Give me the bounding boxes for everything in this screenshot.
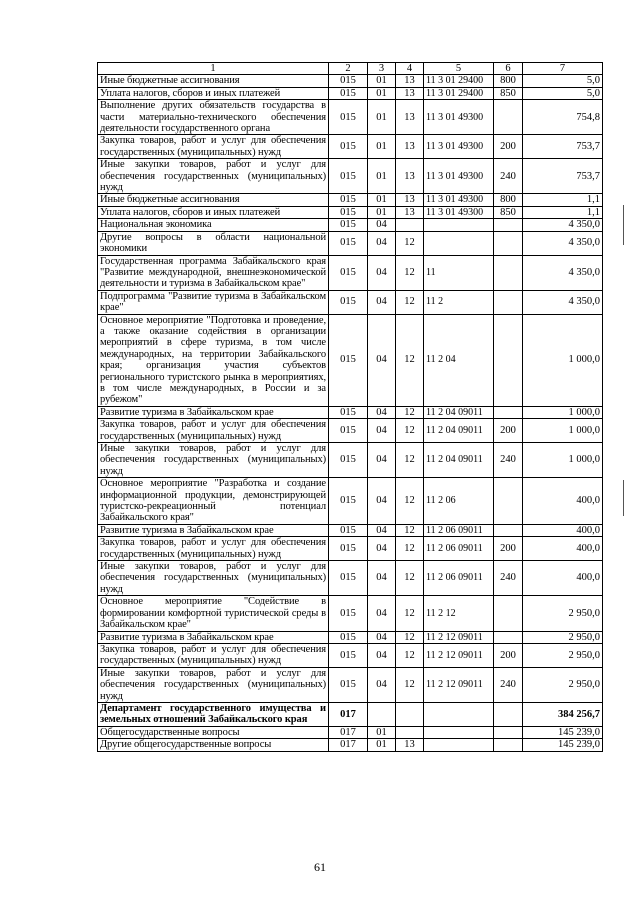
ministry-code-cell: 015: [329, 135, 368, 159]
subsection-cell: [396, 219, 424, 231]
subsection-cell: [396, 726, 424, 738]
ministry-code-cell: 015: [329, 290, 368, 314]
ministry-code-cell: 015: [329, 100, 368, 135]
table-row: [98, 419, 603, 443]
subsection-cell: 13: [396, 206, 424, 218]
subsection-cell: 13: [396, 75, 424, 87]
ministry-code-cell: 015: [329, 524, 368, 536]
expense-type-cell: [494, 596, 523, 631]
amount-cell: 1,1: [523, 206, 603, 218]
section-cell: 01: [368, 739, 396, 751]
ministry-code-cell: 015: [329, 643, 368, 667]
table-body: [98, 63, 603, 752]
table-row: [98, 75, 603, 87]
section-cell: 01: [368, 135, 396, 159]
expense-type-cell: [494, 524, 523, 536]
ministry-code-cell: 015: [329, 231, 368, 255]
table-row: [98, 524, 603, 536]
ministry-code-cell: 015: [329, 443, 368, 478]
row-name-cell: Иные закупки товаров, работ и услуг для обеспечения государственных (муниципальных) нужд: [98, 159, 329, 194]
table-row: [98, 561, 603, 596]
table-row: [98, 219, 603, 231]
row-name-cell: Иные закупки товаров, работ и услуг для обеспечения государственных (муниципальных) нужд: [98, 443, 329, 478]
table-row: [98, 255, 603, 290]
scan-edge-mark: [623, 480, 624, 516]
section-cell: 04: [368, 443, 396, 478]
amount-cell: 1 000,0: [523, 443, 603, 478]
table-row: [98, 739, 603, 751]
target-article-cell: [424, 231, 494, 255]
target-article-cell: 11 3 01 49300: [424, 206, 494, 218]
expense-type-cell: [494, 231, 523, 255]
target-article-cell: 11 3 01 29400: [424, 87, 494, 99]
section-cell: 04: [368, 631, 396, 643]
section-cell: 04: [368, 524, 396, 536]
target-article-cell: 11 2 04: [424, 314, 494, 406]
target-article-cell: 11 3 01 29400: [424, 75, 494, 87]
amount-cell: 2 950,0: [523, 667, 603, 702]
subsection-cell: 12: [396, 443, 424, 478]
section-cell: 04: [368, 314, 396, 406]
row-name-cell: Развитие туризма в Забайкальском крае: [98, 631, 329, 643]
table-row: [98, 206, 603, 218]
expense-type-cell: 240: [494, 561, 523, 596]
row-name-cell: Другие вопросы в области национальной экономики: [98, 231, 329, 255]
row-name-cell: Иные бюджетные ассигнования: [98, 194, 329, 206]
row-name-cell: Выполнение других обязательств государства в части материально-технического обеспечения деятельности государственного органа: [98, 100, 329, 135]
target-article-cell: 11 3 01 49300: [424, 100, 494, 135]
section-cell: 04: [368, 255, 396, 290]
target-article-cell: 11 2 12 09011: [424, 643, 494, 667]
section-cell: 04: [368, 667, 396, 702]
amount-cell: 2 950,0: [523, 596, 603, 631]
target-article-cell: 11 3 01 49300: [424, 135, 494, 159]
section-cell: 04: [368, 478, 396, 525]
header-cell: 4: [396, 63, 424, 75]
section-cell: 01: [368, 100, 396, 135]
target-article-cell: [424, 219, 494, 231]
target-article-cell: 11 3 01 49300: [424, 159, 494, 194]
header-cell: 6: [494, 63, 523, 75]
subsection-cell: 13: [396, 135, 424, 159]
amount-cell: 400,0: [523, 524, 603, 536]
subsection-cell: 13: [396, 194, 424, 206]
page-number: 61: [314, 860, 326, 874]
ministry-code-cell: 015: [329, 206, 368, 218]
amount-cell: 5,0: [523, 87, 603, 99]
row-name-cell: Закупка товаров, работ и услуг для обеспечения государственных (муниципальных) нужд: [98, 419, 329, 443]
target-article-cell: 11 2 04 09011: [424, 419, 494, 443]
table-row: [98, 726, 603, 738]
subsection-cell: 12: [396, 596, 424, 631]
ministry-code-cell: 015: [329, 419, 368, 443]
table-row: [98, 702, 603, 726]
ministry-code-cell: 015: [329, 667, 368, 702]
amount-cell: 5,0: [523, 75, 603, 87]
row-name-cell: Уплата налогов, сборов и иных платежей: [98, 87, 329, 99]
ministry-code-cell: 017: [329, 739, 368, 751]
subsection-cell: 12: [396, 255, 424, 290]
expense-type-cell: 200: [494, 537, 523, 561]
subsection-cell: 13: [396, 87, 424, 99]
table-row: [98, 667, 603, 702]
section-cell: 01: [368, 206, 396, 218]
section-cell: 01: [368, 726, 396, 738]
subsection-cell: [396, 702, 424, 726]
ministry-code-cell: 015: [329, 255, 368, 290]
ministry-code-cell: 015: [329, 194, 368, 206]
amount-cell: 400,0: [523, 561, 603, 596]
amount-cell: 1,1: [523, 194, 603, 206]
table-row: [98, 478, 603, 525]
ministry-code-cell: 015: [329, 314, 368, 406]
expense-type-cell: 850: [494, 87, 523, 99]
ministry-code-cell: 015: [329, 596, 368, 631]
table-row: [98, 159, 603, 194]
scan-edge-mark: [623, 205, 624, 245]
table-row: [98, 631, 603, 643]
section-cell: 01: [368, 194, 396, 206]
row-name-cell: Национальная экономика: [98, 219, 329, 231]
target-article-cell: 11 2 04 09011: [424, 443, 494, 478]
amount-cell: 1 000,0: [523, 419, 603, 443]
amount-cell: 2 950,0: [523, 643, 603, 667]
table-row: [98, 194, 603, 206]
subsection-cell: 12: [396, 643, 424, 667]
row-name-cell: Департамент государственного имущества и земельных отношений Забайкальского края: [98, 702, 329, 726]
expense-type-cell: 850: [494, 206, 523, 218]
expense-type-cell: 240: [494, 667, 523, 702]
subsection-cell: 12: [396, 631, 424, 643]
target-article-cell: [424, 726, 494, 738]
amount-cell: 1 000,0: [523, 406, 603, 418]
ministry-code-cell: 015: [329, 406, 368, 418]
section-cell: 04: [368, 231, 396, 255]
target-article-cell: [424, 739, 494, 751]
row-name-cell: Государственная программа Забайкальского края "Развитие международной, внешнеэкономической деятельности и туризма в Забайкальском крае": [98, 255, 329, 290]
expense-type-cell: [494, 406, 523, 418]
amount-cell: 4 350,0: [523, 255, 603, 290]
amount-cell: 753,7: [523, 135, 603, 159]
target-article-cell: 11 2 06 09011: [424, 537, 494, 561]
table-row: [98, 290, 603, 314]
section-cell: 01: [368, 87, 396, 99]
expense-type-cell: [494, 739, 523, 751]
ministry-code-cell: 015: [329, 561, 368, 596]
amount-cell: 400,0: [523, 478, 603, 525]
section-cell: 04: [368, 419, 396, 443]
section-cell: 01: [368, 159, 396, 194]
target-article-cell: 11 2 06: [424, 478, 494, 525]
row-name-cell: Другие общегосударственные вопросы: [98, 739, 329, 751]
subsection-cell: 12: [396, 290, 424, 314]
ministry-code-cell: 015: [329, 87, 368, 99]
table-row: [98, 443, 603, 478]
section-cell: 04: [368, 537, 396, 561]
subsection-cell: 12: [396, 406, 424, 418]
amount-cell: 4 350,0: [523, 290, 603, 314]
subsection-cell: 12: [396, 524, 424, 536]
target-article-cell: 11 2 04 09011: [424, 406, 494, 418]
target-article-cell: 11 2 06 09011: [424, 524, 494, 536]
ministry-code-cell: 017: [329, 702, 368, 726]
table-row: [98, 314, 603, 406]
row-name-cell: Закупка товаров, работ и услуг для обеспечения государственных (муниципальных) нужд: [98, 537, 329, 561]
target-article-cell: [424, 702, 494, 726]
subsection-cell: 13: [396, 100, 424, 135]
subsection-cell: 13: [396, 739, 424, 751]
header-cell: 5: [424, 63, 494, 75]
expense-type-cell: [494, 631, 523, 643]
subsection-cell: 12: [396, 231, 424, 255]
expense-type-cell: 240: [494, 159, 523, 194]
amount-cell: 145 239,0: [523, 739, 603, 751]
expense-type-cell: 200: [494, 643, 523, 667]
expense-type-cell: 240: [494, 443, 523, 478]
table-row: [98, 406, 603, 418]
ministry-code-cell: 015: [329, 478, 368, 525]
target-article-cell: 11 2 12 09011: [424, 631, 494, 643]
row-name-cell: Общегосударственные вопросы: [98, 726, 329, 738]
target-article-cell: 11 2 12: [424, 596, 494, 631]
ministry-code-cell: 015: [329, 75, 368, 87]
section-cell: 04: [368, 406, 396, 418]
expense-type-cell: 200: [494, 419, 523, 443]
subsection-cell: 12: [396, 561, 424, 596]
table-row: [98, 135, 603, 159]
ministry-code-cell: 015: [329, 219, 368, 231]
row-name-cell: Закупка товаров, работ и услуг для обеспечения государственных (муниципальных) нужд: [98, 643, 329, 667]
ministry-code-cell: 015: [329, 631, 368, 643]
row-name-cell: Подпрограмма "Развитие туризма в Забайкальском крае": [98, 290, 329, 314]
subsection-cell: 12: [396, 314, 424, 406]
table-row: [98, 100, 603, 135]
amount-cell: 400,0: [523, 537, 603, 561]
ministry-code-cell: 015: [329, 159, 368, 194]
expense-type-cell: [494, 726, 523, 738]
amount-cell: 4 350,0: [523, 219, 603, 231]
header-cell: 3: [368, 63, 396, 75]
table-row: [98, 643, 603, 667]
table-row: [98, 596, 603, 631]
subsection-cell: 12: [396, 419, 424, 443]
ministry-code-cell: 017: [329, 726, 368, 738]
amount-cell: 145 239,0: [523, 726, 603, 738]
table-row: [98, 231, 603, 255]
amount-cell: 384 256,7: [523, 702, 603, 726]
expense-type-cell: 200: [494, 135, 523, 159]
budget-table: [97, 62, 603, 752]
row-name-cell: Основное мероприятие "Разработка и создание информационной продукции, демонстрирующей туристско-рекреационный потенциал Забайкальского края": [98, 478, 329, 525]
expense-type-cell: [494, 314, 523, 406]
amount-cell: 1 000,0: [523, 314, 603, 406]
expense-type-cell: [494, 478, 523, 525]
expense-type-cell: [494, 290, 523, 314]
section-cell: 04: [368, 290, 396, 314]
row-name-cell: Уплата налогов, сборов и иных платежей: [98, 206, 329, 218]
target-article-cell: 11 2: [424, 290, 494, 314]
section-cell: 01: [368, 75, 396, 87]
expense-type-cell: [494, 219, 523, 231]
section-cell: [368, 702, 396, 726]
row-name-cell: Развитие туризма в Забайкальском крае: [98, 406, 329, 418]
table-row: [98, 87, 603, 99]
row-name-cell: Иные закупки товаров, работ и услуг для обеспечения государственных (муниципальных) нужд: [98, 667, 329, 702]
subsection-cell: 12: [396, 478, 424, 525]
header-cell: 2: [329, 63, 368, 75]
expense-type-cell: [494, 255, 523, 290]
section-cell: 04: [368, 561, 396, 596]
ministry-code-cell: 015: [329, 537, 368, 561]
row-name-cell: Иные бюджетные ассигнования: [98, 75, 329, 87]
row-name-cell: Основное мероприятие "Подготовка и проведение, а также оказание содействия в организации мероприятий в сфере туризма, в том числе международных, на территории Забайкальского края; организация участия субъектов регионального туристского рынка в мероприятиях, в том числе международных, в России и за рубежом": [98, 314, 329, 406]
amount-cell: 4 350,0: [523, 231, 603, 255]
row-name-cell: Закупка товаров, работ и услуг для обеспечения государственных (муниципальных) нужд: [98, 135, 329, 159]
subsection-cell: 13: [396, 159, 424, 194]
target-article-cell: 11: [424, 255, 494, 290]
amount-cell: 754,8: [523, 100, 603, 135]
section-cell: 04: [368, 219, 396, 231]
target-article-cell: 11 2 12 09011: [424, 667, 494, 702]
section-cell: 04: [368, 643, 396, 667]
row-name-cell: Иные закупки товаров, работ и услуг для обеспечения государственных (муниципальных) нужд: [98, 561, 329, 596]
header-cell: 7: [523, 63, 603, 75]
target-article-cell: 11 3 01 49300: [424, 194, 494, 206]
expense-type-cell: [494, 100, 523, 135]
section-cell: 04: [368, 596, 396, 631]
target-article-cell: 11 2 06 09011: [424, 561, 494, 596]
row-name-cell: Основное мероприятие "Содействие в формировании комфортной туристической среды в Забайкальском крае": [98, 596, 329, 631]
expense-type-cell: 800: [494, 194, 523, 206]
subsection-cell: 12: [396, 667, 424, 702]
subsection-cell: 12: [396, 537, 424, 561]
table-header-row: [98, 63, 603, 75]
amount-cell: 753,7: [523, 159, 603, 194]
expense-type-cell: [494, 702, 523, 726]
amount-cell: 2 950,0: [523, 631, 603, 643]
header-cell: 1: [98, 63, 329, 75]
table-row: [98, 537, 603, 561]
expense-type-cell: 800: [494, 75, 523, 87]
row-name-cell: Развитие туризма в Забайкальском крае: [98, 524, 329, 536]
